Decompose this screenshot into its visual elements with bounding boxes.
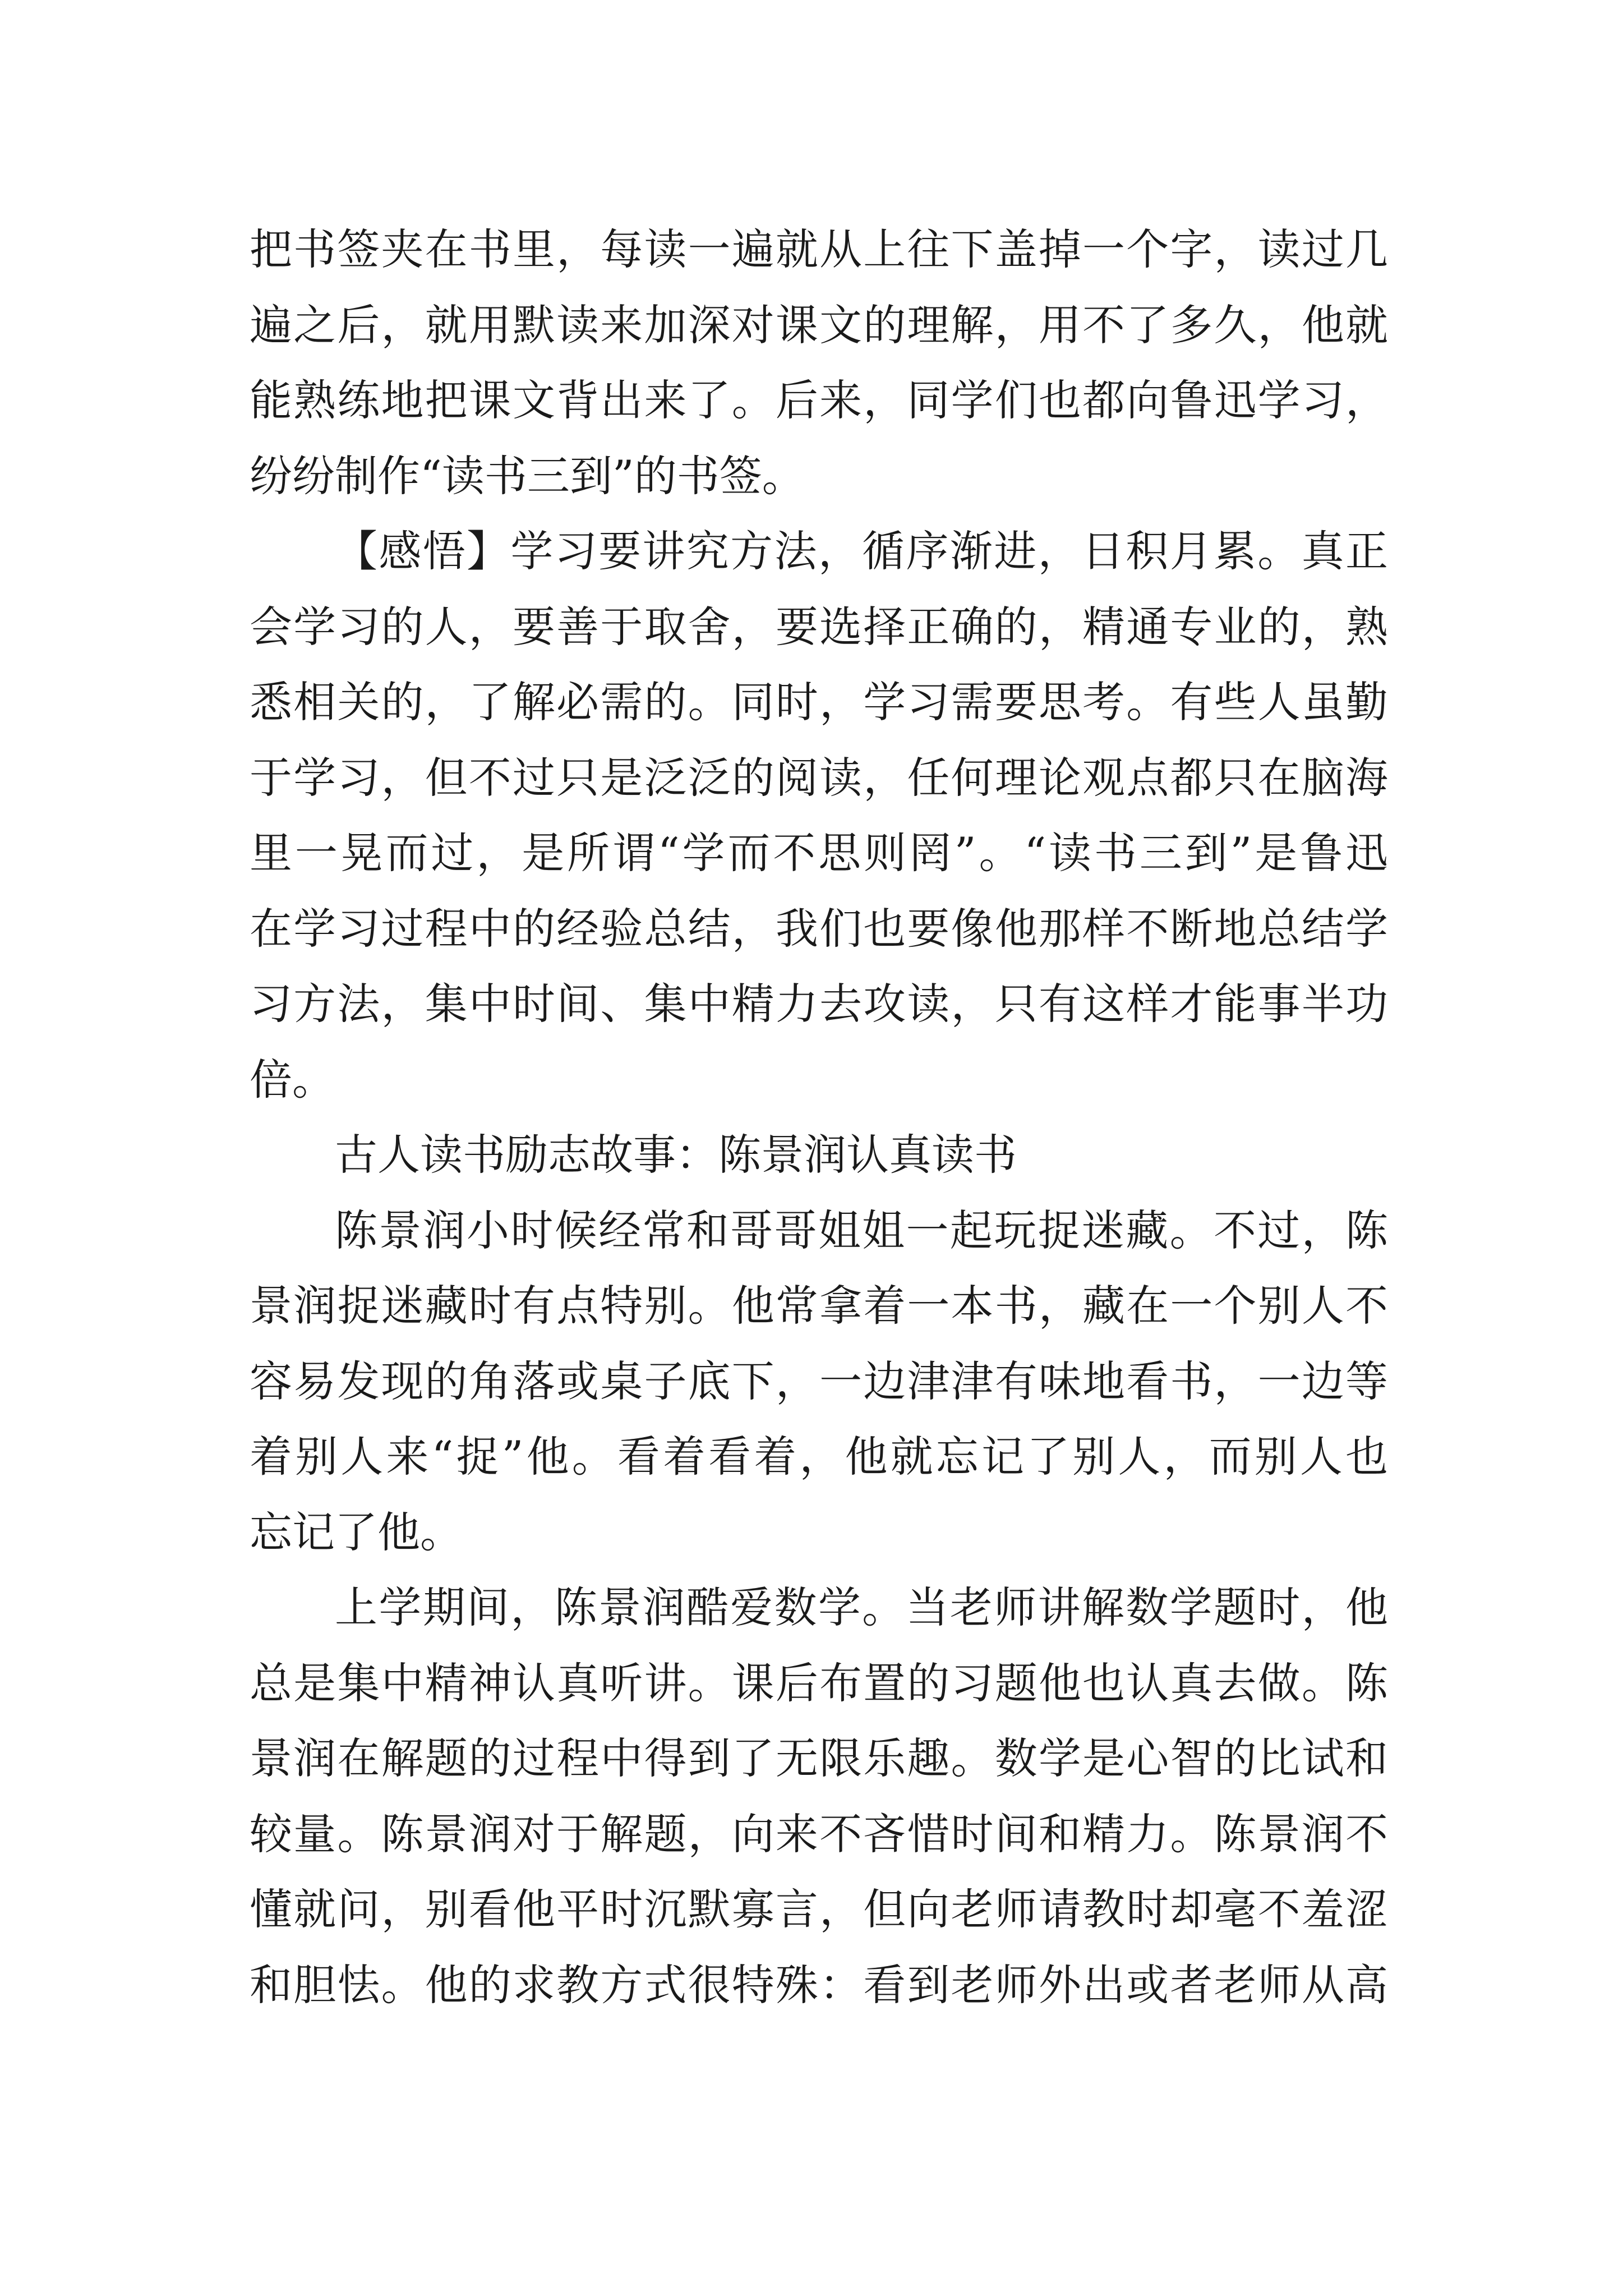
- text-line: 在学习过程中的经验总结，我们也要像他那样不断地总结学: [250, 903, 1388, 954]
- text-line: 能熟练地把课文背出来了。后来，同学们也都向鲁迅学习，: [250, 375, 1388, 425]
- text-line: 会学习的人，要善于取舍，要选择正确的，精通专业的，熟: [250, 601, 1388, 652]
- text-line: 里一晃而过，是所谓“学而不思则罔”。“读书三到”是鲁迅: [250, 828, 1388, 878]
- text-line: 容易发现的角落或桌子底下，一边津津有味地看书，一边等: [250, 1356, 1388, 1406]
- text-line: 上学期间，陈景润酷爱数学。当老师讲解数学题时，他: [335, 1582, 1388, 1632]
- text-line: 倍。: [250, 1054, 335, 1105]
- text-line: 着别人来“捉”他。看着看着，他就忘记了别人，而别人也: [250, 1432, 1388, 1481]
- text-line: 和胆怯。他的求教方式很特殊：看到老师外出或者老师从高: [250, 1959, 1388, 2010]
- document-body: [250, 212, 1388, 2023]
- paragraph-hide-and-seek: [250, 1193, 1388, 1571]
- text-line: 遍之后，就用默读来加深对课文的理解，用不了多久，他就: [250, 300, 1388, 350]
- text-line: 总是集中精神认真听讲。课后布置的习题他也认真去做。陈: [250, 1658, 1388, 1708]
- text-line: 把书签夹在书里，每读一遍就从上往下盖掉一个字，读过几: [250, 224, 1388, 274]
- paragraph-math-study: [250, 1570, 1388, 2023]
- heading-line: 古人读书励志故事：陈景润认真读书: [335, 1130, 1017, 1180]
- text-line: 纷纷制作“读书三到”的书签。: [250, 450, 805, 501]
- text-line: 景润在解题的过程中得到了无限乐趣。数学是心智的比试和: [250, 1733, 1388, 1783]
- text-line: 悉相关的，了解必需的。同时，学习需要思考。有些人虽勤: [250, 677, 1388, 727]
- text-line: 于学习，但不过只是泛泛的阅读，任何理论观点都只在脑海: [250, 752, 1388, 803]
- text-line: 忘记了他。: [250, 1507, 463, 1557]
- paragraph-bookmark-story: [250, 212, 1388, 514]
- text-line: 【感悟】学习要讲究方法，循序渐进，日积月累。真正: [335, 526, 1388, 576]
- text-line: 较量。陈景润对于解题，向来不吝惜时间和精力。陈景润不: [250, 1809, 1388, 1859]
- text-line: 陈景润小时候经常和哥哥姐姐一起玩捉迷藏。不过，陈: [335, 1205, 1388, 1255]
- text-line: 懂就问，别看他平时沉默寡言，但向老师请教时却毫不羞涩: [250, 1884, 1388, 1934]
- text-line: 习方法，集中时间、集中精力去攻读，只有这样才能事半功: [250, 979, 1388, 1029]
- section-heading: [250, 1117, 1388, 1193]
- paragraph-reflection: [250, 514, 1388, 1117]
- text-line: 景润捉迷藏时有点特别。他常拿着一本书，藏在一个别人不: [250, 1281, 1388, 1331]
